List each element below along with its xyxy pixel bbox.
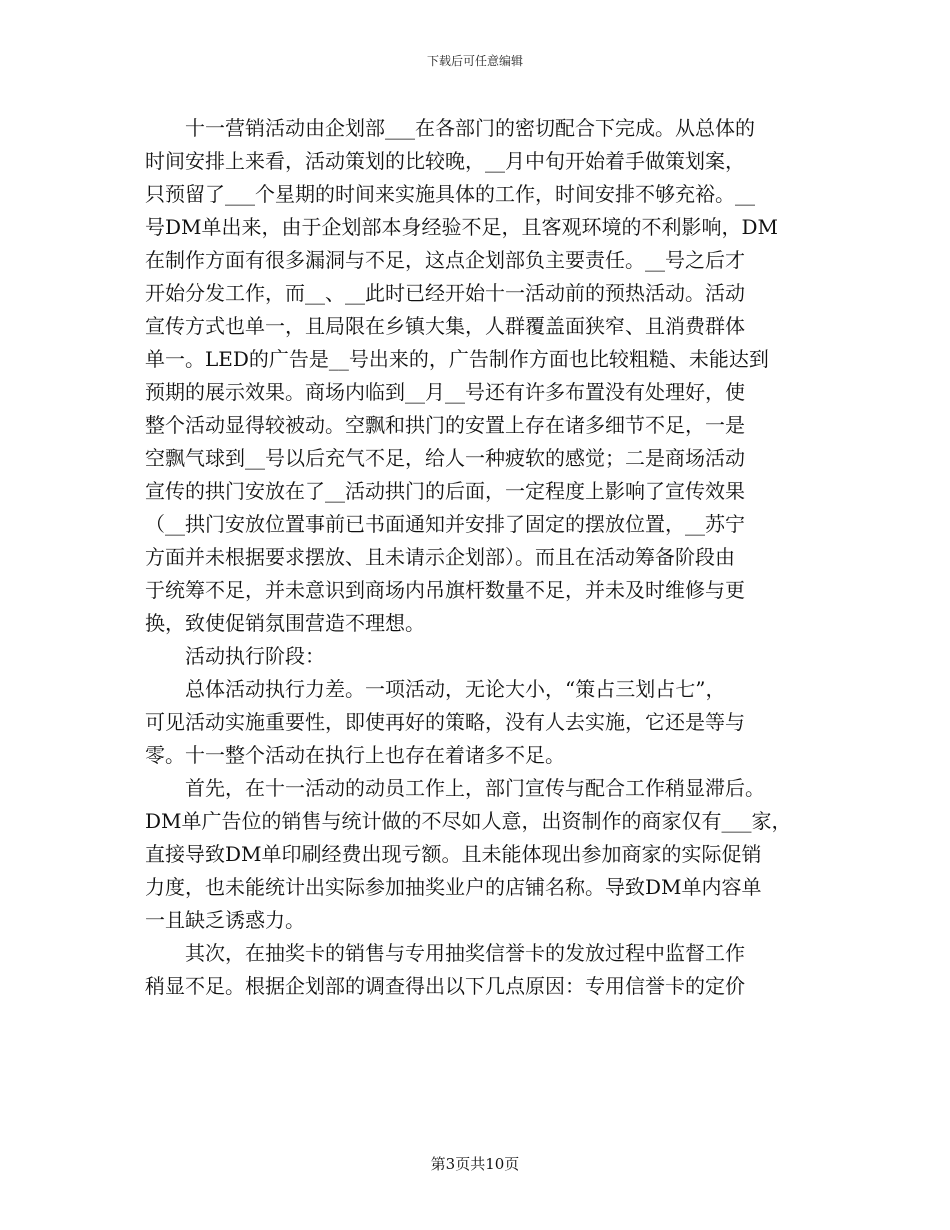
text-line: （__拱门安放位置事前已书面通知并安排了固定的摆放位置，__苏宁: [145, 512, 745, 536]
text-line: 零。十一整个活动在执行上也存在着诸多不足。: [145, 743, 565, 767]
text-line: 宣传方式也单一，且局限在乡镇大集，人群覆盖面狭窄、且消费群体: [145, 314, 745, 338]
text-line: 号DM单出来，由于企划部本身经验不足，且客观环境的不利影响，DM: [145, 215, 779, 239]
text-line: 首先，在十一活动的动员工作上，部门宣传与配合工作稍显滞后。: [185, 776, 765, 800]
page-number: 第3页共10页: [430, 1155, 520, 1173]
document-body: [145, 112, 805, 1003]
text-line: 预期的展示效果。商场内临到__月__号还有许多布置没有处理好，使: [145, 380, 745, 404]
text-line: 于统筹不足，并未意识到商场内吊旗杆数量不足，并未及时维修与更: [145, 578, 745, 602]
text-line: 活动执行阶段：: [185, 644, 325, 668]
text-line: 可见活动实施重要性，即使再好的策略，没有人去实施，它还是等与: [145, 710, 745, 734]
text-line: 在制作方面有很多漏洞与不足，这点企划部负主要责任。__号之后才: [145, 248, 745, 272]
text-line: 整个活动显得较被动。空飘和拱门的安置上存在诸多细节不足，一是: [145, 413, 745, 437]
text-line: 开始分发工作，而__、__此时已经开始十一活动前的预热活动。活动: [145, 281, 745, 305]
text-line: 宣传的拱门安放在了__活动拱门的后面，一定程度上影响了宣传效果: [145, 479, 745, 503]
text-line: 直接导致DM单印刷经费出现亏额。且未能体现出参加商家的实际促销: [145, 842, 762, 866]
text-line: 换，致使促销氛围营造不理想。: [145, 611, 425, 635]
text-line: 稍显不足。根据企划部的调查得出以下几点原因：专用信誉卡的定价: [145, 974, 745, 998]
text-line: 方面并未根据要求摆放、且未请示企划部）。而且在活动筹备阶段由: [145, 545, 735, 569]
text-line: 总体活动执行力差。一项活动，无论大小，“策占三划占七”，: [185, 677, 726, 701]
text-line: 其次，在抽奖卡的销售与专用抽奖信誉卡的发放过程中监督工作: [185, 941, 745, 965]
text-line: 单一。LED的广告是__号出来的，广告制作方面也比较粗糙、未能达到: [145, 347, 769, 371]
text-line: 力度，也未能统计出实际参加抽奖业户的店铺名称。导致DM单内容单: [145, 875, 762, 899]
text-line: 空飘气球到__号以后充气不足，给人一种疲软的感觉；二是商场活动: [145, 446, 745, 470]
text-line: 时间安排上来看，活动策划的比较晚，__月中旬开始着手做策划案，: [145, 149, 745, 173]
text-line: 一且缺乏诱惑力。: [145, 908, 305, 932]
text-line: DM单广告位的销售与统计做的不尽如人意，出资制作的商家仅有___家，: [145, 809, 792, 833]
text-line: 只预留了___个星期的时间来实施具体的工作，时间安排不够充裕。__: [145, 182, 755, 206]
page-header: 下载后可任意编辑: [426, 54, 523, 68]
text-line: 十一营销活动由企划部___在各部门的密切配合下完成。从总体的: [185, 116, 755, 140]
